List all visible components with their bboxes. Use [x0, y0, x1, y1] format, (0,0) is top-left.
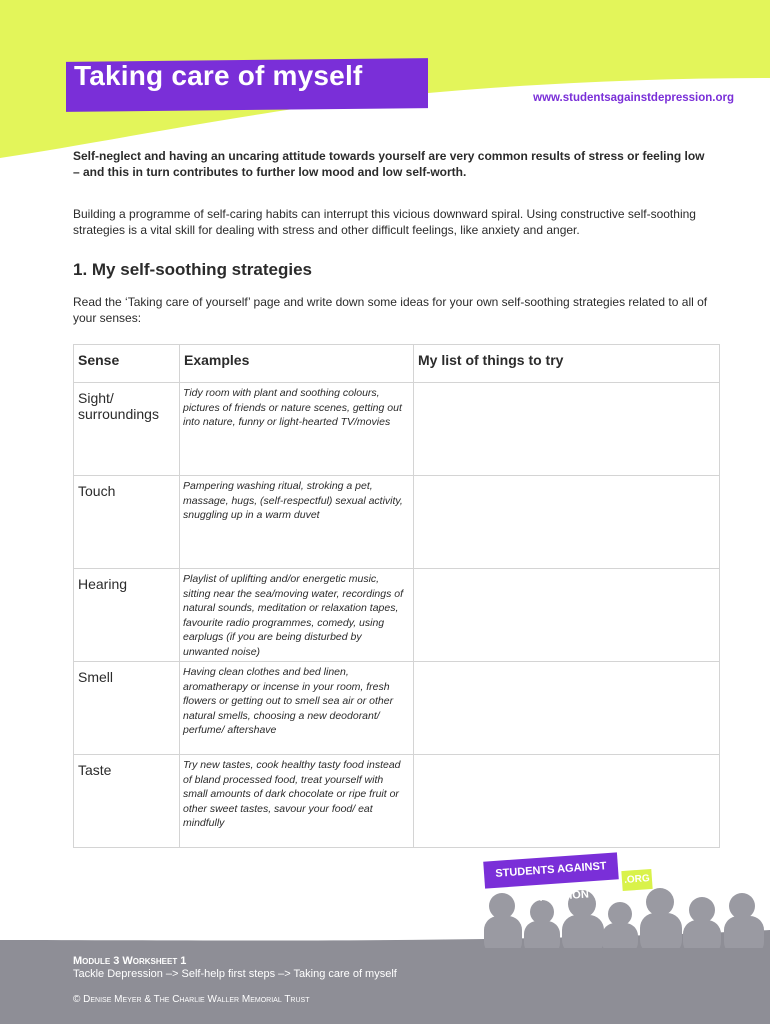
- column-header-sense: Sense: [74, 345, 180, 383]
- column-header-my-list: My list of things to try: [414, 345, 720, 383]
- intro-paragraph-2: Building a programme of self-caring habits can interrupt this vicious downward spiral. Using constructive self-soothing strategies is a vital skill for dealing with stress and other difficult feelings, like anxiety and anger.: [73, 207, 696, 237]
- sense-cell: Hearing: [74, 569, 180, 662]
- table-row: [74, 755, 720, 848]
- examples-cell: Playlist of uplifting and/or energetic music, sitting near the sea/moving water, recordings of natural sounds, meditation or relaxation tapes, favourite radio programmes, comedy, using earplugs (if you are being disturbed by unwanted noise): [180, 569, 414, 662]
- students-against-depression-logo: STUDENTS AGAINST DEPRESSION: [483, 852, 619, 888]
- self-soothing-table: [73, 344, 720, 848]
- my-list-cell[interactable]: [414, 662, 720, 755]
- my-list-cell[interactable]: [414, 569, 720, 662]
- section-instructions: Read the ‘Taking care of yourself’ page and write down some ideas for your own self-soothing strategies related to all of your senses:: [73, 295, 708, 325]
- examples-cell: Having clean clothes and bed linen, aromatherapy or incense in your room, fresh flowers or getting out to smell sea air or other natural smells, choosing a new deodorant/ perfume/ aftershave: [180, 662, 414, 755]
- footer-breadcrumb: Tackle Depression –> Self-help first steps –> Taking care of myself: [73, 968, 397, 980]
- examples-cell: Tidy room with plant and soothing colours, pictures of friends or nature scenes, getting out into nature, funny or light-hearted TV/movies: [180, 383, 414, 476]
- my-list-cell[interactable]: [414, 755, 720, 848]
- section-heading: 1. My self-soothing strategies: [73, 260, 312, 279]
- website-link[interactable]: www.studentsagainstdepression.org: [533, 92, 734, 104]
- sense-cell: Taste: [74, 755, 180, 848]
- page-title: Taking care of myself: [74, 60, 363, 91]
- table-row: [74, 569, 720, 662]
- sense-cell: Smell: [74, 662, 180, 755]
- table-row: [74, 662, 720, 755]
- table-row: [74, 476, 720, 569]
- footer-module-label: Module 3 Worksheet 1: [73, 955, 187, 967]
- table-row: [74, 383, 720, 476]
- my-list-cell[interactable]: [414, 476, 720, 569]
- students-silhouette-icon: [470, 888, 770, 948]
- examples-cell: Pampering washing ritual, stroking a pet, massage, hugs, (self-respectful) sexual activity, snuggling up in a warm duvet: [180, 476, 414, 569]
- footer-copyright: © Denise Meyer & The Charlie Waller Memorial Trust: [73, 994, 310, 1005]
- intro-paragraph-1: Self-neglect and having an uncaring attitude towards yourself are very common results of stress or feeling low – and this in turn contributes to further low mood and low self-worth.: [73, 149, 705, 179]
- column-header-examples: Examples: [180, 345, 414, 383]
- examples-cell: Try new tastes, cook healthy tasty food instead of bland processed food, treat yourself with small amounts of dark chocolate or ripe fruit or other sweet tastes, savour your food/ eat mindfully: [180, 755, 414, 848]
- sense-cell: Touch: [74, 476, 180, 569]
- table-header-row: [74, 345, 720, 383]
- logo-org-badge: .ORG: [621, 869, 652, 891]
- my-list-cell[interactable]: [414, 383, 720, 476]
- sense-cell: Sight/ surroundings: [74, 383, 180, 476]
